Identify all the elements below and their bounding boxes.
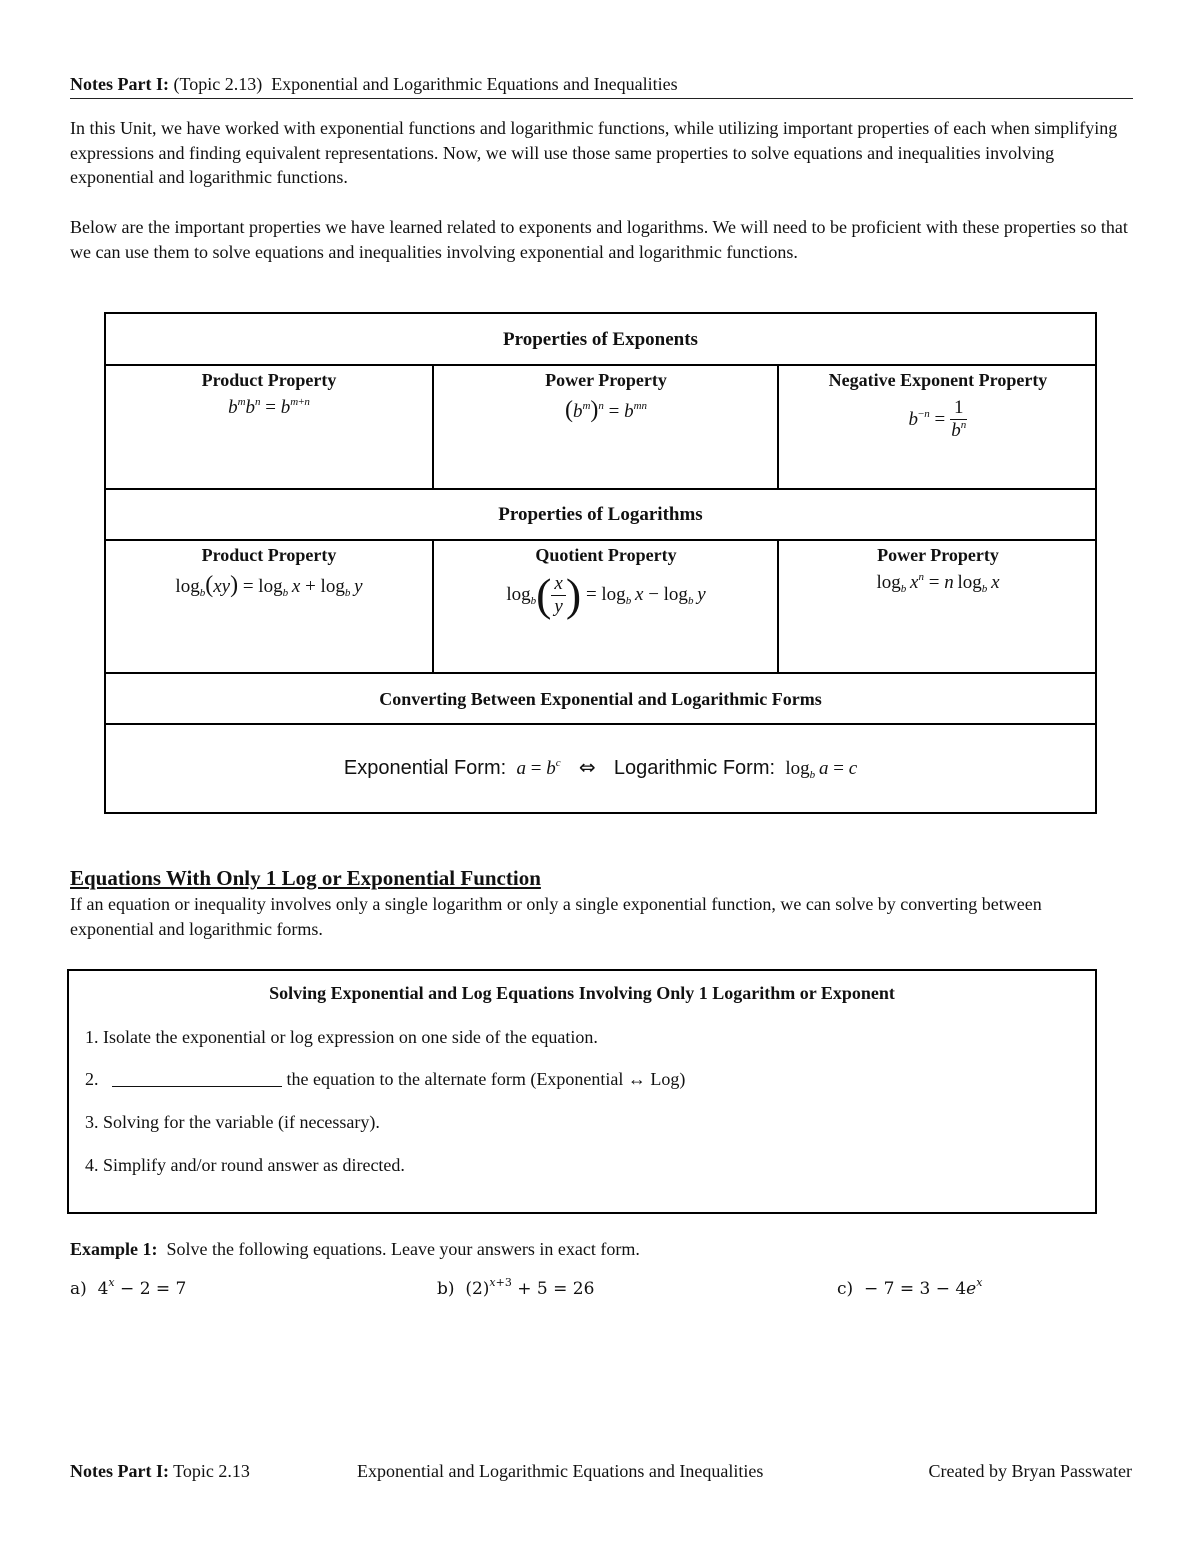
example-1-instructions: Solve the following equations. Leave your answers in exact form. [166,1239,640,1259]
footer-label: Notes Part I: [70,1461,169,1481]
log-quotient-title: Quotient Property [535,545,677,565]
table-divider [106,672,1095,674]
step-1: 1. Isolate the exponential or log expression on one side of the equation. [85,1027,598,1047]
footer-left [70,1461,250,1481]
exp-form-label: Exponential Form: [343,757,507,779]
intro-paragraph-2: Below are the important properties we have learned related to exponents and logarithms. We will need to be proficient with these properties so that we can use them to solve equations and inequalities involving exponential and logarithmic functions. [70,217,1128,262]
problem-b-equation: $(2)^{x+3} + 5 = 26$ [459,1276,595,1299]
converting-header: Converting Between Exponential and Logarithmic Forms [379,689,822,709]
header-divider [70,98,1133,99]
problem-c-equation: − $7 = 3 - 4e^x$ [858,1276,983,1299]
page-header [70,72,678,97]
solving-steps-box [67,969,1097,1214]
intro-paragraph-1: In this Unit, we have worked with exponential functions and logarithmic functions, while utilizing important properties of each when simplifying expressions and finding equivalent representations. Now, we will use those same properties to solve equations and inequalities involving exponential and logarithmic functions. [70,118,1118,187]
table-divider [106,364,1095,366]
table-divider [106,723,1095,725]
log-product-title: Product Property [201,545,337,565]
log-product-formula: $\log_b(xy) = \log_b x + \log_b y$ [175,572,363,599]
properties-table [104,312,1097,814]
exponents-header: Properties of Exponents [503,329,698,350]
problem-b [437,1276,595,1299]
equivalence-arrow: ⇔ [566,755,609,779]
logarithms-header: Properties of Logarithms [498,504,703,525]
exp-negative-title: Negative Exponent Property [828,370,1048,390]
header-topic: (Topic 2.13) [173,74,263,94]
table-divider [106,539,1095,541]
solving-box-title: Solving Exponential and Log Equations Involving Only 1 Logarithm or Exponent [269,983,895,1003]
log-power-formula: $\log_b x^n = n$ $\log_b x$ [876,571,1000,595]
conversion-row [106,755,1095,780]
section-text: If an equation or inequality involves only a single logarithm or only a single exponential function, we can solve by converting between exponential and logarithmic forms. [70,894,1042,939]
step-2 [85,1069,685,1090]
problem-c [837,1276,983,1299]
exp-power-title: Power Property [545,370,667,390]
problem-a-label: a) [70,1279,87,1299]
footer-credit: Created by Bryan Passwater [928,1461,1132,1481]
step-4: 4. Simplify and/or round answer as directed. [85,1155,405,1175]
exp-negative-formula: $b^{-n}$ = $\frac{1}{b^n}$ [908,397,967,441]
exp-negative-cell [780,370,1096,442]
exp-power-cell [435,370,777,424]
log-power-cell [780,545,1096,594]
exp-power-formula: $(b^m)^n = b^{mn}$ [564,397,648,423]
step-3: 3. Solving for the variable (if necessary). [85,1112,380,1132]
log-product-cell [106,545,432,599]
log-form-formula: $\log_b a = c$ [780,758,858,781]
footer-topic: Topic 2.13 [173,1461,250,1481]
log-quotient-formula: $\log_b$ ( x y ) = $\log_b x - \log_b y$ [506,569,706,620]
problem-a [70,1276,187,1299]
step-2-number: 2. [85,1069,99,1089]
problem-b-label: b) [437,1279,455,1299]
exp-form-formula: $a = b^c$ [516,757,561,779]
table-column-divider [777,541,779,673]
problem-c-label: c) [837,1279,854,1299]
example-1 [70,1237,640,1262]
header-label: Notes Part I: [70,74,169,94]
exp-product-cell [106,370,432,419]
table-column-divider [432,541,434,673]
step-2-text: the equation to the alternate form (Exponential ↔ Log) [286,1069,686,1089]
example-1-label: Example 1: [70,1239,158,1259]
problem-a-equation: $4^x - 2 = 7$ [92,1276,187,1299]
log-quotient-cell [435,545,777,618]
section-heading: Equations With Only 1 Log or Exponential Function [70,866,541,890]
table-column-divider [432,366,434,489]
fill-in-blank[interactable] [112,1070,282,1087]
exp-product-formula: $b^mb^n = b^{m+n}$ [228,396,310,418]
table-column-divider [777,366,779,489]
log-power-title: Power Property [877,545,999,565]
table-divider [106,488,1095,490]
footer-title: Exponential and Logarithmic Equations and Inequalities [357,1461,764,1481]
exp-product-title: Product Property [201,370,337,390]
log-form-label: Logarithmic Form: [613,757,776,779]
header-title: Exponential and Logarithmic Equations and Inequalities [271,74,678,94]
footer [70,1459,1132,1484]
